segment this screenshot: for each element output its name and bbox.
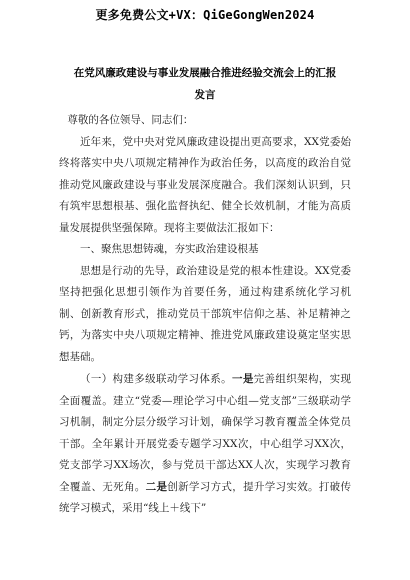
- document-body: [59, 110, 351, 520]
- salutation: 尊敬的各位领导、同志们：: [67, 114, 194, 126]
- point-lead-1: 一是: [231, 373, 254, 385]
- point-lead-2: 二是: [145, 480, 168, 493]
- subsection-1-paragraph: [59, 369, 351, 520]
- subsection-1-title: （一）构建多级联动学习体系。: [80, 373, 232, 385]
- point-text-2: 创新学习方式，提升学习实效。打破传统学习模式，采用“线上＋线下”: [59, 480, 352, 514]
- point-text-1: 完善组织架构，实现全面覆盖。建立“党委—理论学习中心组—党支部”三级联动学习机制，制定分层分级学习计划，确保学习教育覆盖全体党员干部。全年累计开展党委专题学习XX次，中心组学习XX次，党支部学习XX场次，参与党员干部达XX人次，实现学习教育全覆盖、无死角。: [59, 373, 352, 493]
- promo-header: 更多免费公文+VX：QiGeGongWen2024: [95, 8, 315, 22]
- document-title: 在党风廉政建设与事业发展融合推进经验交流会上的汇报发言: [73, 67, 337, 101]
- section-heading-1: 一、聚焦思想铸魂，夯实政治建设根基: [80, 243, 259, 255]
- paragraph-intro: 近年来，党中央对党风廉政建设提出更高要求，XX党委始终将落实中央八项规定精神作为政治任务，以高度的政治自觉推动党风廉政建设与事业发展深度融合。我们深刻认识到，只有筑牢思想根基、强化监督执纪、健全长效机制，才能为高质量发展提供坚强保障。现将主要做法汇报如下：: [59, 135, 351, 234]
- paragraph-section-1: 思想是行动的先导，政治建设是党的根本性建设。XX党委坚持把强化思想引领作为首要任务，通过构建系统化学习机制、创新教育形式，推动党员干部筑牢信仰之基、补足精神之钙，为落实中央八项规定精神、推进党风廉政建设奠定坚实思想基础。: [59, 264, 351, 363]
